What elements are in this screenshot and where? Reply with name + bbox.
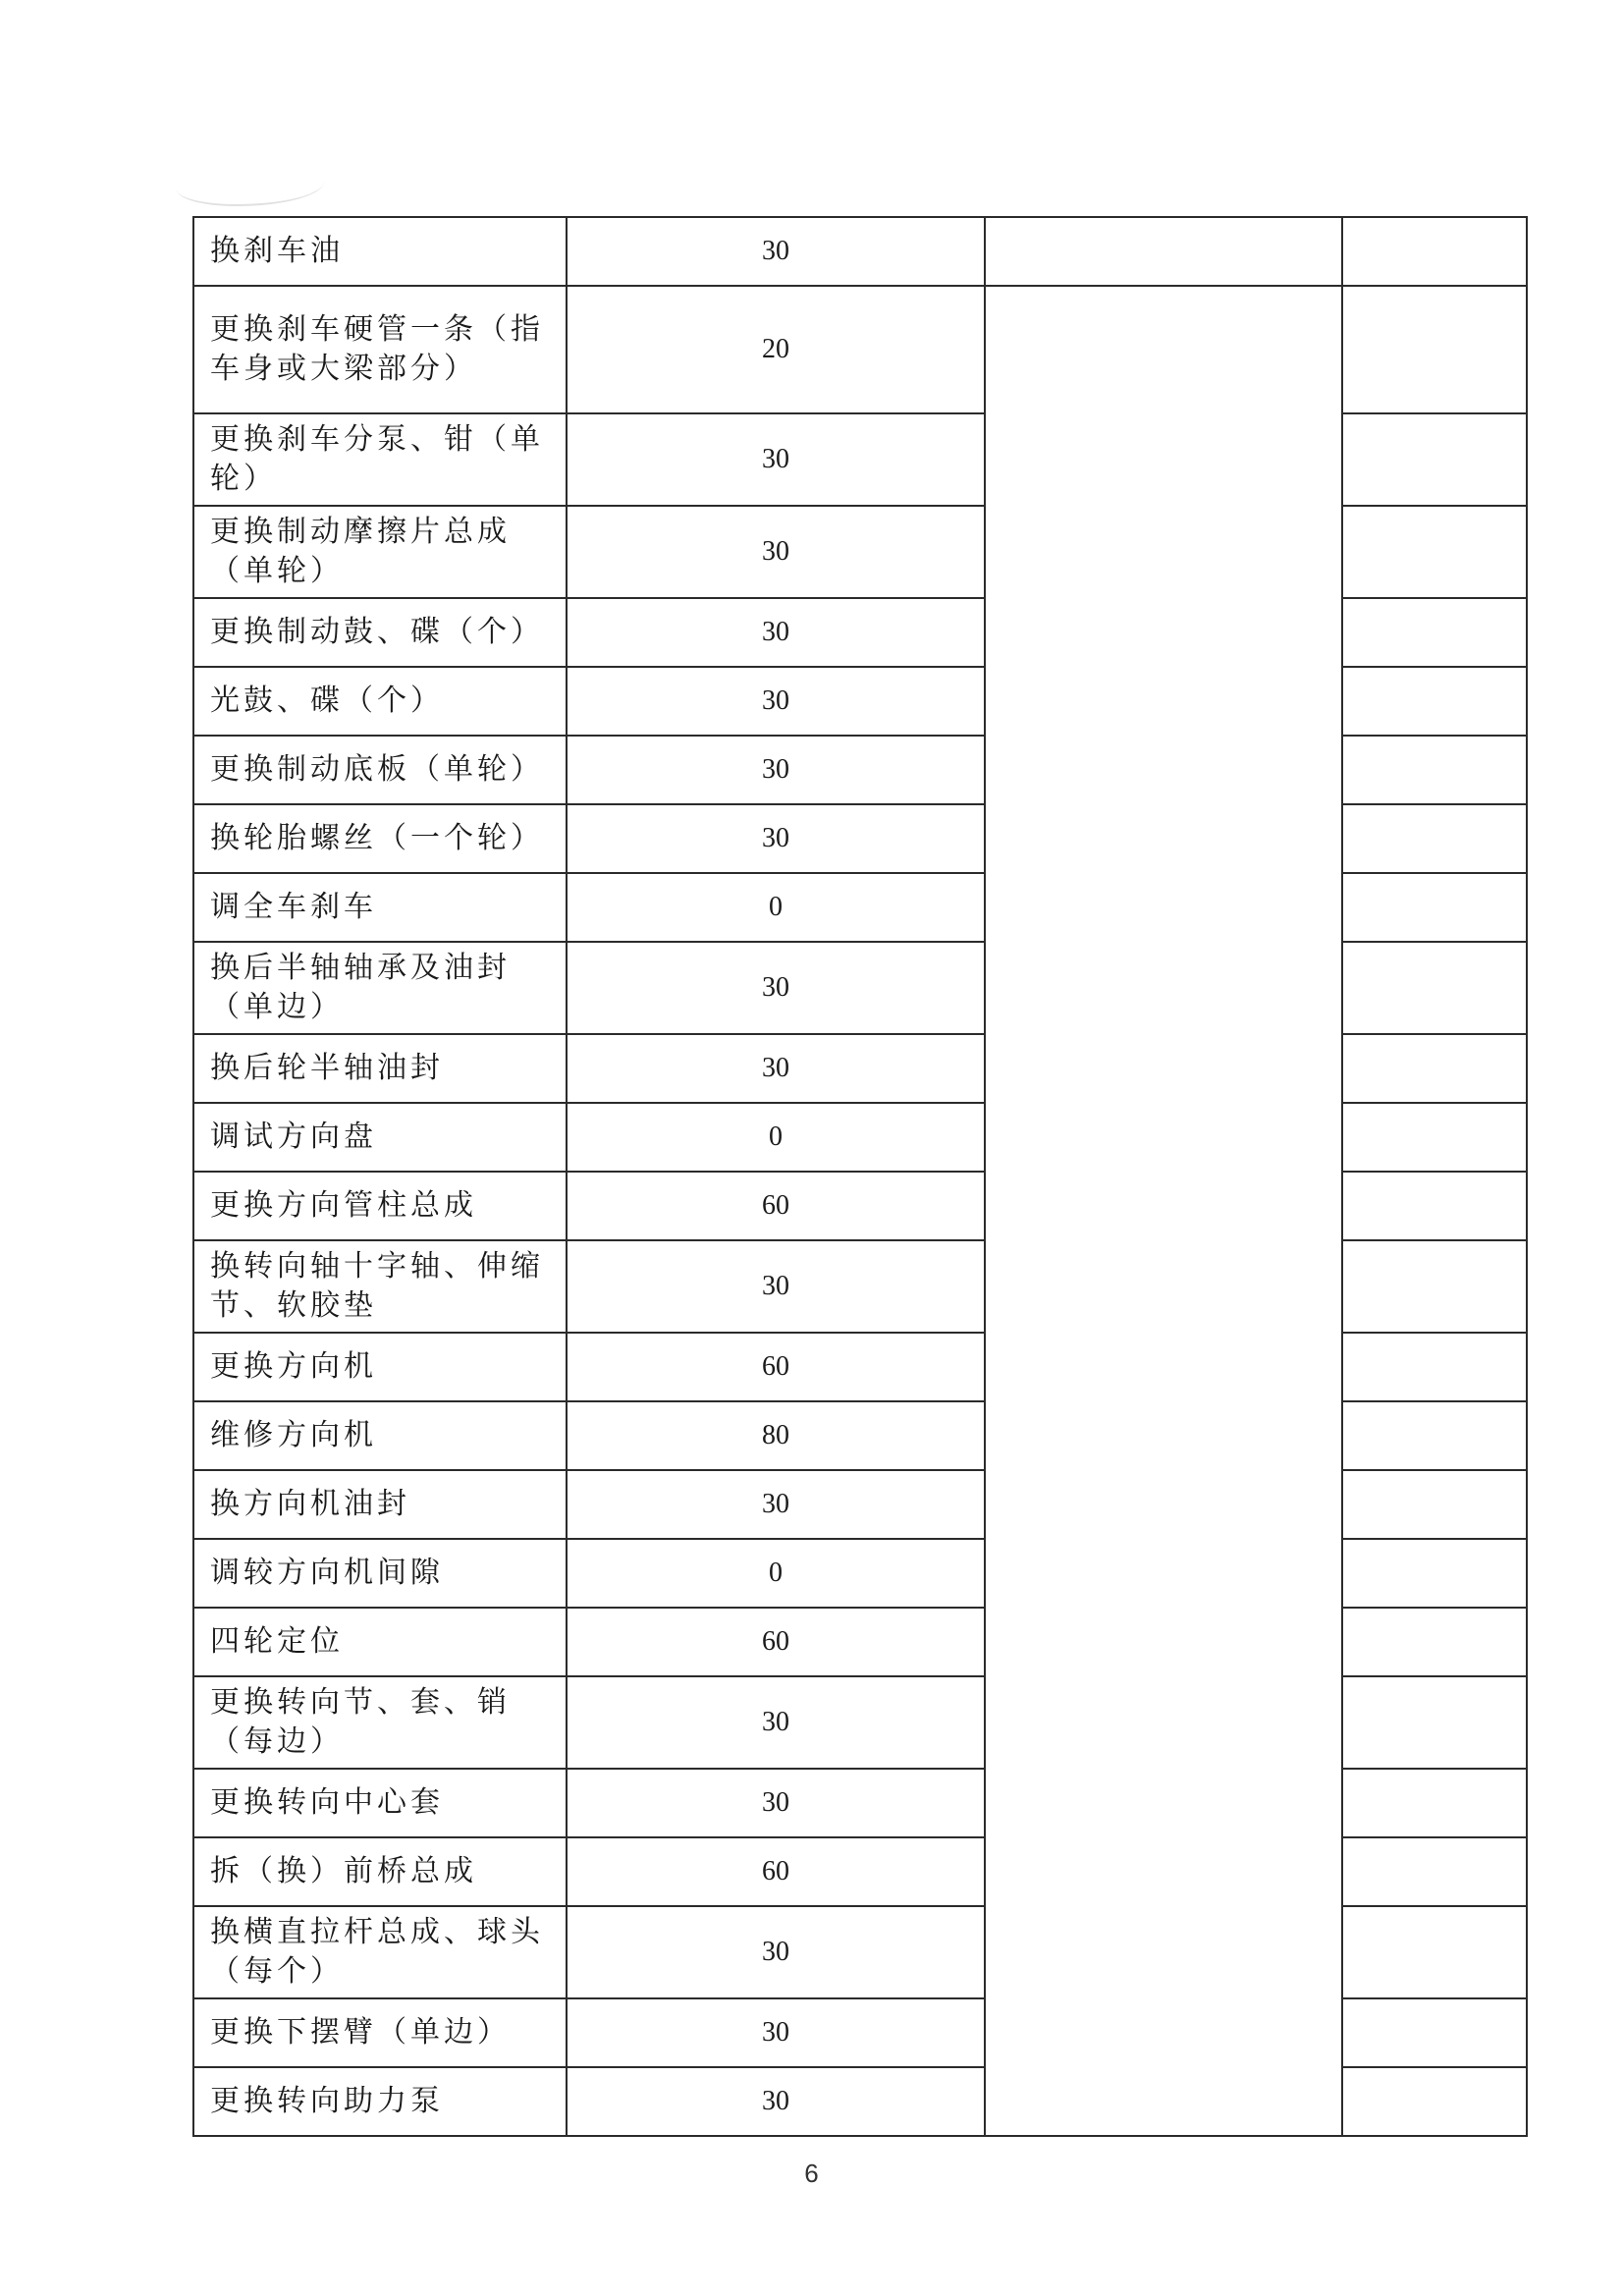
remark-cell	[1342, 413, 1527, 506]
scan-artifact	[177, 165, 324, 206]
labor-hours-cell: 30	[567, 736, 985, 804]
remark-cell	[1342, 1172, 1527, 1240]
labor-hours-cell: 30	[567, 217, 985, 286]
table-row	[193, 217, 1527, 286]
repair-item-cell: 更换转向助力泵	[193, 2067, 567, 2136]
repair-item-cell: 更换下摆臂（单边）	[193, 1998, 567, 2067]
labor-hours-cell: 30	[567, 1676, 985, 1769]
remark-cell	[1342, 804, 1527, 873]
repair-item-cell: 换横直拉杆总成、球头（每个）	[193, 1906, 567, 1998]
repair-item-cell: 拆（换）前桥总成	[193, 1837, 567, 1906]
repair-item-cell: 更换转向节、套、销（每边）	[193, 1676, 567, 1769]
labor-hours-table	[192, 216, 1528, 2137]
remark-cell	[1342, 1240, 1527, 1333]
remark-cell	[1342, 598, 1527, 667]
labor-hours-cell: 30	[567, 1470, 985, 1539]
repair-item-cell: 更换转向中心套	[193, 1769, 567, 1837]
repair-item-cell: 更换制动底板（单轮）	[193, 736, 567, 804]
labor-hours-cell: 0	[567, 1539, 985, 1608]
repair-item-cell: 换后轮半轴油封	[193, 1034, 567, 1103]
remark-cell	[1342, 1103, 1527, 1172]
labor-hours-cell: 30	[567, 413, 985, 506]
repair-item-cell: 四轮定位	[193, 1608, 567, 1676]
labor-hours-cell: 60	[567, 1608, 985, 1676]
remark-cell	[1342, 1608, 1527, 1676]
repair-item-cell: 更换方向管柱总成	[193, 1172, 567, 1240]
repair-item-cell: 维修方向机	[193, 1401, 567, 1470]
labor-hours-cell: 80	[567, 1401, 985, 1470]
remark-cell	[1342, 1998, 1527, 2067]
remark-cell	[1342, 1906, 1527, 1998]
remark-cell	[1342, 667, 1527, 736]
labor-hours-cell: 30	[567, 2067, 985, 2136]
repair-item-cell: 换后半轴轴承及油封（单边）	[193, 942, 567, 1034]
labor-hours-cell: 30	[567, 667, 985, 736]
labor-hours-cell: 30	[567, 1998, 985, 2067]
labor-hours-cell: 30	[567, 598, 985, 667]
labor-hours-cell: 60	[567, 1172, 985, 1240]
repair-item-cell: 换轮胎螺丝（一个轮）	[193, 804, 567, 873]
repair-item-cell: 更换制动鼓、碟（个）	[193, 598, 567, 667]
remark-cell	[1342, 1470, 1527, 1539]
labor-hours-cell: 30	[567, 942, 985, 1034]
repair-item-cell: 光鼓、碟（个）	[193, 667, 567, 736]
repair-item-cell: 更换刹车硬管一条（指车身或大梁部分）	[193, 286, 567, 413]
labor-hours-cell: 30	[567, 1769, 985, 1837]
remark-cell	[1342, 1401, 1527, 1470]
labor-hours-cell: 30	[567, 804, 985, 873]
labor-hours-cell: 30	[567, 1034, 985, 1103]
remark-cell	[1342, 286, 1527, 413]
remark-cell	[1342, 1539, 1527, 1608]
repair-item-cell: 更换方向机	[193, 1333, 567, 1401]
remark-cell	[1342, 1034, 1527, 1103]
remark-cell	[1342, 1769, 1527, 1837]
labor-hours-cell: 30	[567, 1240, 985, 1333]
labor-hours-cell: 20	[567, 286, 985, 413]
table-row	[193, 286, 1527, 413]
repair-item-cell: 更换刹车分泵、钳（单轮）	[193, 413, 567, 506]
labor-hours-cell: 30	[567, 506, 985, 598]
labor-hours-cell: 60	[567, 1837, 985, 1906]
labor-hours-cell: 30	[567, 1906, 985, 1998]
remark-cell	[1342, 736, 1527, 804]
remark-cell	[1342, 873, 1527, 942]
repair-item-cell: 调全车刹车	[193, 873, 567, 942]
repair-item-cell: 换刹车油	[193, 217, 567, 286]
note-cell	[985, 217, 1342, 286]
repair-item-cell: 更换制动摩擦片总成（单轮）	[193, 506, 567, 598]
remark-cell	[1342, 1837, 1527, 1906]
labor-hours-cell: 0	[567, 1103, 985, 1172]
remark-cell	[1342, 506, 1527, 598]
remark-cell	[1342, 1333, 1527, 1401]
labor-hours-cell: 0	[567, 873, 985, 942]
page-number: 6	[804, 2159, 819, 2188]
repair-item-cell: 换方向机油封	[193, 1470, 567, 1539]
merged-note-cell	[985, 286, 1342, 2136]
remark-cell	[1342, 942, 1527, 1034]
labor-hours-cell: 60	[567, 1333, 985, 1401]
remark-cell	[1342, 2067, 1527, 2136]
repair-item-cell: 调试方向盘	[193, 1103, 567, 1172]
repair-item-cell: 调较方向机间隙	[193, 1539, 567, 1608]
table-body	[193, 217, 1527, 2136]
remark-cell	[1342, 217, 1527, 286]
repair-item-cell: 换转向轴十字轴、伸缩节、软胶垫	[193, 1240, 567, 1333]
remark-cell	[1342, 1676, 1527, 1769]
